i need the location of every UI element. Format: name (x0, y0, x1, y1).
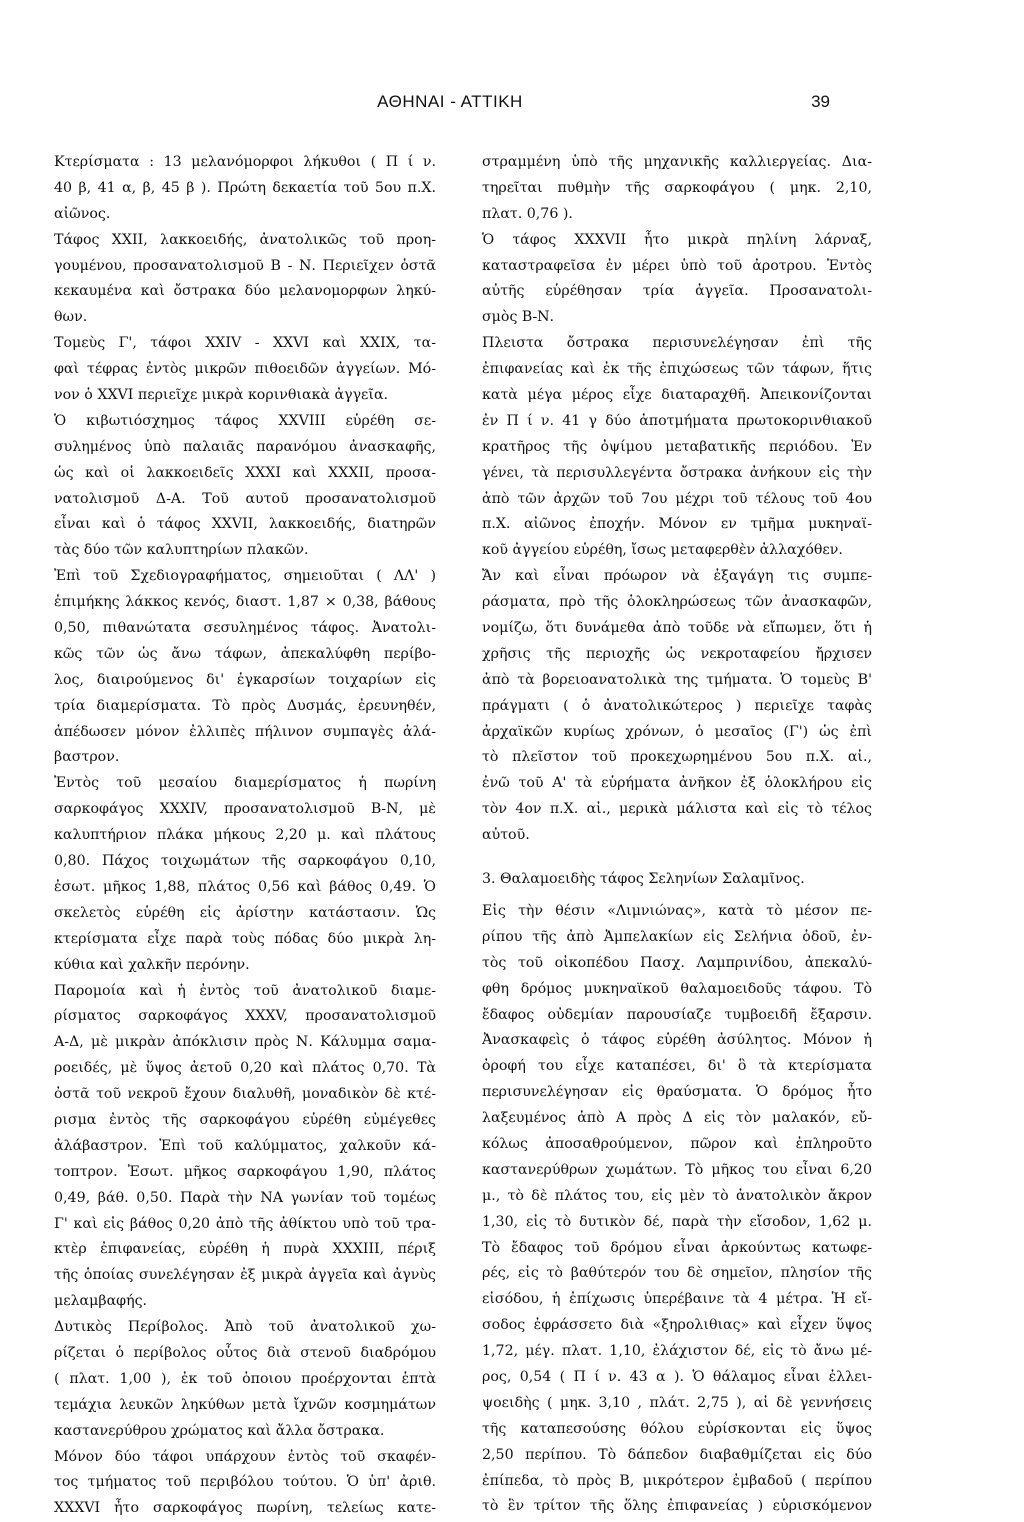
text-line: ὡς καὶ οἱ λακκοειδεῖς XXXI καὶ XXXII, προσα- (54, 464, 436, 481)
text-line: τεμάχια λευκῶν ληκύθων μετὰ ἴχνῶν κοσμημάτων (54, 1396, 436, 1413)
text-line: καστανερύθρων χωμάτων. Τὸ μῆκος του εἶναι 6,20 (482, 1161, 872, 1178)
text-line: Γ' καὶ εἰς βάθος 0,20 ἀπὸ τῆς ἀθίκτου υπὸ τοῦ τρα- (54, 1215, 436, 1232)
text-line: Ἐπὶ τοῦ Σχεδιογραφήματος, σημειοῦται ( ΛΛ' ) (54, 568, 436, 585)
text-line: Ἐντὸς τοῦ μεσαίου διαμερίσματος ἡ πωρίνη (54, 775, 436, 792)
text-line: κόλως ἀποσαθρούμενον, πῶρον καὶ ἐπληροῦτο (482, 1135, 872, 1152)
text-line: τὸ ἓν τρίτον τῆς ὅλης ἐπιφανείας ) εὑρισκόμενον (482, 1498, 872, 1515)
text-line: νατολισμοῦ Δ-Α. Τοῦ αυτοῦ προσανατολισμοῦ (54, 490, 436, 507)
text-line: ρισμα ἐντὸς τῆς σαρκοφάγου εὑρέθη εὐμέγεθες (54, 1111, 436, 1128)
text-line: τρία διαμερίσματα. Τὸ πρὸς Δυσμάς, ἐρευνηθέν, (54, 697, 436, 714)
text-line: τὸν 4ον π.Χ. αἰ., μερικὰ μάλιστα καὶ εἰς τὸ τέλος (482, 801, 872, 818)
text-line: ρος, 0,54 ( Π ί ν. 43 α ). Ὁ θάλαμος εἶναι ἐλλει- (482, 1368, 872, 1385)
text-line: λος, διαιρούμενος δι' ἐγκαρσίων τοιχαρίων εἰς (54, 671, 436, 688)
text-line: ἀλάβαστρον. Ἐπὶ τοῦ καλύμματος, χαλκοῦν κά- (54, 1137, 436, 1154)
text-line: ( πλατ. 1,00 ), ἐκ τοῦ ὁποιου προέρχονται ἑπτὰ (54, 1370, 436, 1387)
text-line: Πλειστα ὄστρακα περισυνελέγησαν ἐπὶ τῆς (482, 335, 872, 352)
text-line: Τάφος XXII, λακκοειδής, ἀνατολικῶς τοῦ προη- (54, 231, 436, 248)
text-line: 0,50, πιθανώτατα σεσυλημένος τάφος. Ἀνατολι- (54, 620, 436, 637)
text-line: φαὶ τέφρας ἐντὸς μικρῶν πιθοειδῶν ἀγγείων. Μό- (54, 361, 436, 378)
text-line: τὸ πλεῖστον τοῦ προκεχωρημένου 5ου π.Χ. αἰ., (482, 749, 872, 766)
text-line: κῶς τῶν ὡς ἄνω τάφων, ἀπεκαλύφθη περίβο- (54, 645, 436, 662)
text-line: ροειδές, μὲ ὕψος ἀετοῦ 0,20 καὶ πλάτος 0,70. Τὰ (54, 1060, 436, 1077)
text-line: XXXVI ἦτο σαρκοφάγος πωρίνη, τελείως κατε- (54, 1500, 436, 1517)
text-line: Παρομοία καὶ ἡ ἐντὸς τοῦ ἀνατολικοῦ διαμε- (54, 982, 436, 999)
text-line: θων. (54, 309, 88, 326)
text-line: Εἰς τὴν θέσιν «Λιμνιώνας», κατὰ τὸ μέσον πε- (482, 902, 872, 919)
text-line: αὐτῆς εὑρέθησαν τρία ἀγγεῖα. Προσανατολι- (482, 283, 872, 300)
right-column-top (482, 150, 872, 849)
right-column (482, 150, 872, 1520)
text-line: τὸς τοῦ οἰκοπέδου Πασχ. Λαμπρινίδου, ἀπεκαλύ- (482, 954, 872, 971)
text-line: σαρκοφάγος XXXIV, προσανατολισμοῦ Β-Ν, μὲ (54, 801, 436, 818)
text-line: 1,72, μέγ. πλατ. 1,10, ἐλάχιστον δέ, εἰς τὸ ἄνω μέ- (482, 1343, 872, 1360)
text-line: Ὁ τάφος XXXVII ἦτο μικρὰ πηλίνη λάρναξ, (482, 231, 872, 248)
text-line: ἐνῶ τοῦ Α' τὰ εὑρήματα ἀνῆκον ἐξ ὁλοκλήρου εἰς (482, 775, 872, 792)
text-line: ἀπὸ τὰ βορειοανατολικὰ της τμήματα. Ὁ τομεὺς Β' (482, 671, 872, 688)
text-line: Ἀνασκαφεὶς ὁ τάφος εὑρέθη ἀσύλητος. Μόνον ἡ (482, 1032, 872, 1049)
text-line: γένει, τὰ περισυλλεγέντα ὄστρακα ἀνήκουν εἰς τὴν (482, 464, 872, 481)
text-line: ἐπιφανείας καὶ ἐκ τῆς ἐπιχώσεως τῶν τάφων, ἥτις (482, 361, 872, 378)
text-line: τῆς καταπεσούσης θόλου εὑρίσκονται εἰς ὕψος (482, 1420, 872, 1437)
text-line: ἐν Π ί ν. 41 γ δύο ἀποτμήματα πρωτοκορινθιακοῦ (482, 412, 872, 429)
text-line: καταστραφεῖσα ἐν μέρει ὑπὸ τοῦ ἀροτρου. Ἐντὸς (482, 257, 872, 274)
text-line: ρίζεται ὁ περίβολος οὗτος διὰ στενοῦ διαδρόμου (54, 1344, 436, 1361)
text-line: πράγματι ( ὁ ἀνατολικώτερος ) περιεῖχε ταφὰς (482, 697, 872, 714)
text-line: ἐπίπεδα, τὸ πρὸς Β, μικρότερον ἐμβαδοῦ ( περίπου (482, 1472, 872, 1489)
text-line: 2,50 περίπου. Τὸ δάπεδον διαβαθμίζεται εἰς δύο (482, 1446, 872, 1463)
text-line: καστανερύθρου χρώματος καὶ ἄλλα ὄστρακα. (54, 1422, 385, 1439)
text-line: κοῦ ἀγγείου εὑρέθη, ἴσως μεταφερθὲν ἀλλαχόθεν. (482, 542, 843, 559)
running-header: ΑΘΗΝΑΙ - ΑΤΤΙΚΗ (377, 92, 523, 111)
text-line: εἰσόδου, ἡ ἐπίχωσις ὑπερέβαινε τὰ 4 μέτρα. Ἡ εἴ- (482, 1291, 872, 1308)
text-line: ράσματα, πρὸ τῆς ὁλοκληρώσεως τῶν ἀνασκαφῶν, (482, 594, 872, 611)
text-line: αὐτοῦ. (482, 827, 530, 844)
page-number: 39 (811, 92, 830, 111)
text-line: ἐπιμήκης λάκκος κενός, διαστ. 1,87 × 0,38, βάθους (54, 594, 436, 611)
text-line: σοδος ἐφράσσετο διὰ «ξηρολιθιας» καὶ εἶχεν ὕψος (482, 1317, 872, 1334)
text-line: συλημένος ὑπὸ παλαιᾶς παρανόμου ἀνασκαφῆς, (54, 438, 436, 455)
text-line: 0,49, βάθ. 0,50. Παρὰ τὴν ΝΑ γωνίαν τοῦ τομέως (54, 1189, 436, 1206)
text-line: Ἄν καὶ εἶναι πρόωρον νὰ ἐξαγάγη τις συμπε- (482, 568, 872, 585)
text-line: ἀρχαϊκῶν κυρίως χρόνων, ὁ μεσαῖος (Γ') ὡς ἐπὶ (482, 723, 872, 740)
text-line: λαξευμένος ἀπὸ Α πρὸς Δ εἰς τὸν μαλακόν, εὔ- (482, 1110, 872, 1127)
text-line: βαστρον. (54, 749, 120, 766)
text-line: εἶναι καὶ ὁ τάφος XXVII, λακκοειδής, διατηρῶν (54, 516, 436, 533)
text-line: Μόνον δύο τάφοι υπάρχουν ἐντὸς τοῦ σκαφέν- (54, 1448, 436, 1465)
text-line: Τομεὺς Γ', τάφοι XXIV - XXVI καὶ XXIX, τα- (54, 335, 436, 352)
right-column-bottom (482, 899, 872, 1520)
text-line: στραμμένη ὑπὸ τῆς μηχανικῆς καλλιεργείας. Δια- (482, 154, 872, 170)
text-line: κτὲρ ἐπιφανείας, εὑρέθη ἡ πυρὰ XXXIII, πέριξ (54, 1241, 436, 1258)
text-line: κατὰ μέγα μέρος εἶχε διαταραχθῆ. Ἀπεικονίζονται (482, 387, 872, 404)
left-column (54, 150, 436, 1522)
text-line: ὀστᾶ τοῦ νεκροῦ ἔχουν διαλυθῆ, μοναδικὸν δὲ κτέ- (54, 1086, 436, 1103)
text-line: πλατ. 0,76 ). (482, 205, 573, 222)
text-line: Κτερίσματα : 13 μελανόμορφοι λήκυθοι ( Π ί ν. (54, 154, 436, 170)
text-line: 40 β, 41 α, β, 45 β ). Πρώτη δεκαετία τοῦ 5ου π.Χ. (54, 179, 436, 196)
text-line: τὰς δύο τῶν καλυπτηρίων πλακῶν. (54, 542, 309, 559)
section-heading: 3. Θαλαμοειδὴς τάφος Σεληνίων Σαλαμῖνος. (482, 871, 805, 888)
text-line: σμὸς Β-Ν. (482, 309, 555, 326)
text-line: κρατῆρος τῆς ὀψίμου μεταβατικῆς περιόδου. Ἐν (482, 438, 872, 455)
text-line: Δυτικὸς Περίβολος. Ἀπὸ τοῦ ἀνατολικοῦ χω- (54, 1319, 436, 1336)
text-line: κεκαυμένα καὶ ὄστρακα δύο μελανομορφων ληκύ- (54, 283, 436, 300)
text-line: ἐσωτ. μῆκος 1,88, πλάτος 0,56 καὶ βάθος 0,49. Ὁ (54, 878, 436, 895)
text-line: μ., τὸ δὲ πλάτος του, εἰς μὲν τὸ ἀνατολικὸν ἄκρον (482, 1187, 872, 1204)
text-line: τῆς ὁποίας συνελέγησαν ἐξ μικρὰ ἀγγεῖα καὶ ἀγνὺς (54, 1267, 436, 1284)
text-line: ἀπὸ τῶν ἀρχῶν τοῦ 7ου μέχρι τοῦ τέλους τοῦ 4ου (482, 490, 872, 507)
text-line: ὀροφή του εἶχε καταπέσει, δι' ὃ τὰ κτερίσματα (482, 1058, 872, 1075)
text-line: χρῆσις τῆς περιοχῆς ὡς νεκροταφείου ἤρχισεν (482, 645, 872, 662)
text-line: Α-Δ, μὲ μικρὰν ἀπόκλισιν πρὸς Ν. Κάλυμμα σαμα- (54, 1034, 436, 1051)
text-line: ἀπέδωσεν μόνον ἐλλιπὲς πήλινον συμπαγὲς ἀλά- (54, 723, 436, 740)
text-line: περισυνελέγησαν εἰς θραύσματα. Ὁ δρόμος ἦτο (482, 1084, 872, 1101)
text-line: τοπτρον. Ἐσωτ. μῆκος σαρκοφάγου 1,90, πλάτος (54, 1163, 436, 1180)
text-line: νομίζω, ὅτι δυνάμεθα ἀπὸ τοῦδε νὰ εἴπωμεν, ὅτι ἡ (482, 620, 872, 637)
text-line: αἰῶνος. (54, 205, 111, 222)
text-line: 0,80. Πάχος τοιχωμάτων τῆς σαρκοφάγου 0,10, (54, 853, 436, 870)
text-line: ρές, εἰς τὸ βαθύτερόν του δὲ σημεῖον, πλησίον τῆς (482, 1265, 872, 1282)
text-line: π.Χ. αἰῶνος ἐποχήν. Μόνον εν τμῆμα μυκηναϊ- (482, 516, 872, 533)
text-line: φθη δρόμος μυκηναϊκοῦ θαλαμοειδοῦς τάφου. Τὸ (482, 980, 872, 997)
text-line: ἔδαφος οὐδεμίαν παρουσίαζε τυμβοειδῆ ἔξαρσιν. (482, 1006, 872, 1023)
text-line: κύθια καὶ χαλκῆν περόνην. (54, 956, 250, 973)
text-line: Ὁ κιβωτιόσχημος τάφος XXVIII εὑρέθη σε- (54, 412, 436, 429)
text-line: Τὸ ἔδαφος τοῦ δρόμου εἶναι ἀρκούντως κατωφε- (482, 1239, 872, 1256)
text-line: ρίπου τῆς ἀπὸ Ἀμπελακίων εἰς Σελήνια ὁδοῦ, ἐν- (482, 928, 872, 945)
text-line: μελαμβαφής. (54, 1293, 148, 1310)
text-line: 1,30, εἰς τὸ δυτικὸν δέ, παρὰ τὴν εἴσοδον, 1,62 μ. (482, 1213, 872, 1230)
text-line: νον ὁ XXVI περιεῖχε μικρὰ κορινθιακὰ ἀγγεῖα. (54, 387, 389, 404)
text-line: κτερίσματα εἶχε παρὰ τοὺς πόδας δύο μικρὰ λη- (54, 930, 436, 947)
text-line: καλυπτήριον πλάκα μήκους 2,20 μ. καὶ πλάτους (54, 827, 436, 844)
text-line: σκελετὸς εὑρέθη εἰς ἀρίστην κατάστασιν. Ὡς (54, 904, 436, 921)
text-line: ψοειδὴς ( μηκ. 3,10 , πλάτ. 2,75 ), αἱ δὲ γεννήσεις (482, 1394, 872, 1411)
text-line: τηρεῖται πυθμὴν τῆς σαρκοφάγου ( μηκ. 2,10, (482, 179, 872, 196)
text-line: γουμένου, προσανατολισμοῦ Β - Ν. Περιεῖχεν ὀστᾶ (54, 257, 436, 274)
text-line: ρίσματος σαρκοφάγος XXXV, προσανατολισμοῦ (54, 1008, 436, 1025)
text-line: τος τμήματος τοῦ περιβόλου τούτου. Ὁ ὑπ' ἀριθ. (54, 1474, 436, 1491)
